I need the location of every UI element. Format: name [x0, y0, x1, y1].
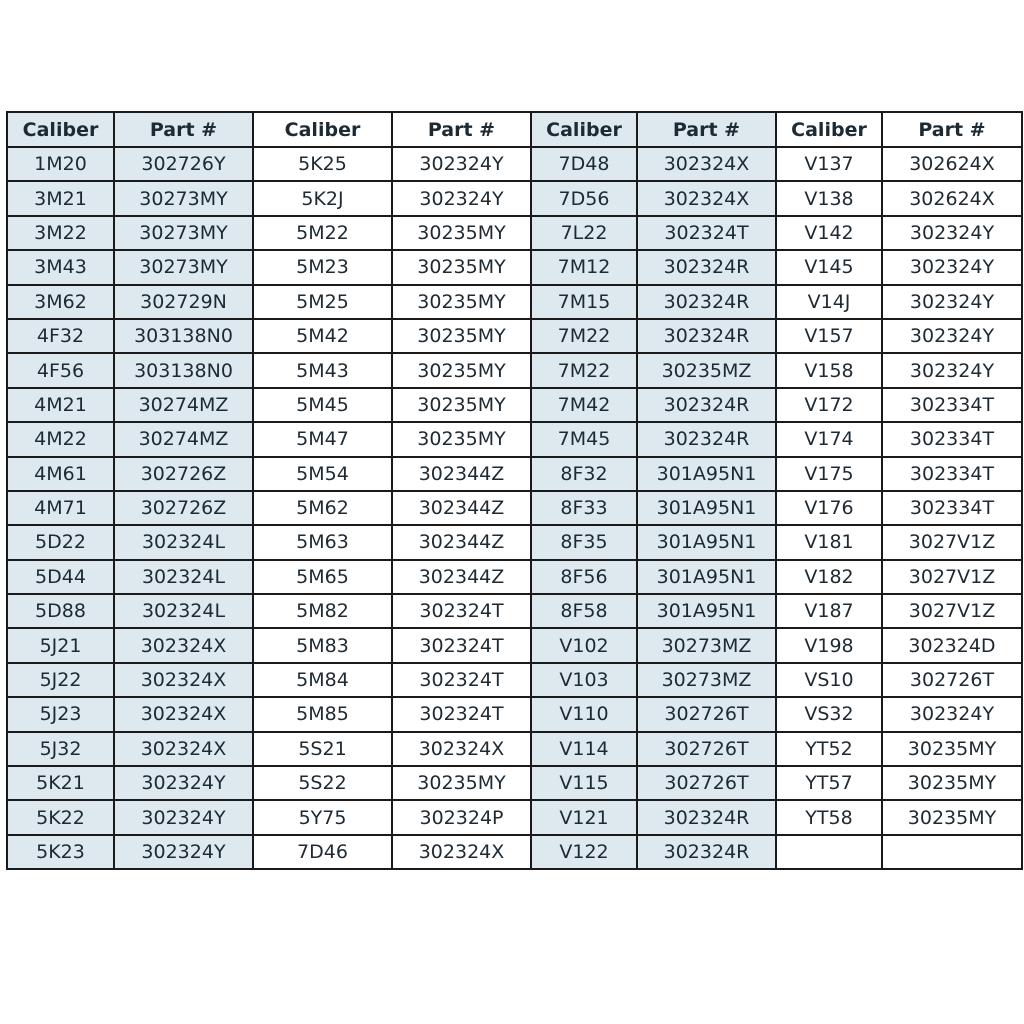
part-number-cell: 302324R: [637, 835, 776, 869]
part-number-cell: 302324Y: [114, 800, 253, 834]
header-row: [7, 112, 1022, 147]
part-number-cell: 302324R: [637, 388, 776, 422]
part-number-cell: 302324R: [637, 422, 776, 456]
part-number-cell: 302324Y: [114, 766, 253, 800]
caliber-cell: V122: [531, 835, 637, 869]
table-row: [7, 319, 1022, 353]
caliber-cell: V142: [776, 216, 882, 250]
part-number-cell: 302324X: [637, 181, 776, 215]
caliber-cell: V14J: [776, 285, 882, 319]
part-number-cell: 302726Z: [114, 457, 253, 491]
caliber-cell: 7M45: [531, 422, 637, 456]
caliber-cell: 5D44: [7, 560, 114, 594]
part-number-cell: 30273MY: [114, 250, 253, 284]
part-number-cell: 302729N: [114, 285, 253, 319]
caliber-cell: V181: [776, 525, 882, 559]
caliber-cell: 4M71: [7, 491, 114, 525]
table-row: [7, 525, 1022, 559]
part-number-cell: 30235MY: [392, 422, 531, 456]
part-number-cell: 302334T: [882, 491, 1022, 525]
caliber-cell: 7M42: [531, 388, 637, 422]
caliber-cell: 5S21: [253, 732, 392, 766]
caliber-cell: 5M54: [253, 457, 392, 491]
caliber-cell: 5M23: [253, 250, 392, 284]
part-number-cell: 30235MY: [392, 250, 531, 284]
part-number-cell: 30235MZ: [637, 353, 776, 387]
part-number-cell: 302344Z: [392, 491, 531, 525]
table-row: [7, 457, 1022, 491]
header-part-number: Part #: [882, 112, 1022, 147]
caliber-cell: 5J23: [7, 697, 114, 731]
part-number-cell: 302324R: [637, 800, 776, 834]
caliber-cell: 5J32: [7, 732, 114, 766]
caliber-cell: 8F32: [531, 457, 637, 491]
caliber-cell: V158: [776, 353, 882, 387]
caliber-cell: 5M43: [253, 353, 392, 387]
table-row: [7, 732, 1022, 766]
part-number-cell: 302324R: [637, 250, 776, 284]
header-part-number: Part #: [392, 112, 531, 147]
caliber-cell: 4F56: [7, 353, 114, 387]
caliber-cell: 5M45: [253, 388, 392, 422]
part-number-cell: 302334T: [882, 457, 1022, 491]
part-number-cell: 302324T: [392, 594, 531, 628]
caliber-cell: 5M65: [253, 560, 392, 594]
part-number-cell: 30235MY: [392, 319, 531, 353]
caliber-cell: 5K2J: [253, 181, 392, 215]
caliber-cell: V121: [531, 800, 637, 834]
part-number-cell: 302324X: [392, 835, 531, 869]
part-number-cell: 302334T: [882, 422, 1022, 456]
table-row: [7, 285, 1022, 319]
caliber-cell: V175: [776, 457, 882, 491]
caliber-cell: V182: [776, 560, 882, 594]
part-number-cell: 302344Z: [392, 457, 531, 491]
part-number-cell: 302324T: [392, 697, 531, 731]
part-number-cell: 30235MY: [392, 766, 531, 800]
caliber-cell: 7D46: [253, 835, 392, 869]
part-number-cell: 30273MZ: [637, 663, 776, 697]
part-number-cell: 302324X: [114, 697, 253, 731]
table-row: [7, 663, 1022, 697]
caliber-cell: 7M12: [531, 250, 637, 284]
part-number-cell: 30235MY: [392, 285, 531, 319]
caliber-cell: 5D88: [7, 594, 114, 628]
caliber-cell: 3M22: [7, 216, 114, 250]
caliber-cell: V172: [776, 388, 882, 422]
part-number-cell: 302324Y: [882, 697, 1022, 731]
caliber-part-table: [6, 111, 1023, 870]
part-number-cell: 302324Y: [882, 353, 1022, 387]
part-number-cell: 30235MY: [882, 766, 1022, 800]
table-row: [7, 766, 1022, 800]
part-number-cell: 302324Y: [114, 835, 253, 869]
caliber-cell: YT58: [776, 800, 882, 834]
part-number-cell: 302324Y: [882, 216, 1022, 250]
caliber-cell: 5D22: [7, 525, 114, 559]
part-number-cell: 302324L: [114, 560, 253, 594]
caliber-cell: 8F58: [531, 594, 637, 628]
part-number-cell: 302726Z: [114, 491, 253, 525]
caliber-cell: 3M21: [7, 181, 114, 215]
part-number-cell: 302324T: [392, 663, 531, 697]
table-row: [7, 250, 1022, 284]
part-number-cell: 302324Y: [392, 147, 531, 181]
caliber-cell: 5K25: [253, 147, 392, 181]
caliber-cell: V198: [776, 628, 882, 662]
part-number-cell: 303138N0: [114, 353, 253, 387]
part-number-cell: 302624X: [882, 147, 1022, 181]
caliber-cell: V138: [776, 181, 882, 215]
caliber-cell: 5K21: [7, 766, 114, 800]
part-number-cell: 302334T: [882, 388, 1022, 422]
caliber-cell: 3M43: [7, 250, 114, 284]
table-row: [7, 422, 1022, 456]
caliber-cell: V176: [776, 491, 882, 525]
header-caliber: Caliber: [7, 112, 114, 147]
part-number-cell: 302344Z: [392, 560, 531, 594]
caliber-cell: VS10: [776, 663, 882, 697]
part-number-cell: 302324Y: [882, 250, 1022, 284]
caliber-cell: 5S22: [253, 766, 392, 800]
caliber-cell: V174: [776, 422, 882, 456]
header-caliber: Caliber: [253, 112, 392, 147]
caliber-cell: 7D56: [531, 181, 637, 215]
part-number-cell: 302324X: [114, 628, 253, 662]
part-number-cell: 30273MY: [114, 216, 253, 250]
part-number-cell: 30235MY: [392, 216, 531, 250]
part-number-cell: 301A95N1: [637, 491, 776, 525]
caliber-cell: V157: [776, 319, 882, 353]
caliber-cell: YT52: [776, 732, 882, 766]
part-number-cell: 303138N0: [114, 319, 253, 353]
caliber-cell: 5M82: [253, 594, 392, 628]
table-row: [7, 697, 1022, 731]
part-number-cell: 302324X: [114, 732, 253, 766]
part-number-cell: 30235MY: [882, 800, 1022, 834]
part-number-cell: 302324Y: [882, 319, 1022, 353]
table-row: [7, 628, 1022, 662]
caliber-cell: V145: [776, 250, 882, 284]
header-caliber: Caliber: [776, 112, 882, 147]
caliber-cell: 5Y75: [253, 800, 392, 834]
part-number-cell: 302726T: [637, 732, 776, 766]
caliber-cell: 5K23: [7, 835, 114, 869]
caliber-cell: 7L22: [531, 216, 637, 250]
table-row: [7, 147, 1022, 181]
caliber-cell: 5M47: [253, 422, 392, 456]
caliber-cell: 3M62: [7, 285, 114, 319]
table-row: [7, 216, 1022, 250]
caliber-cell: 1M20: [7, 147, 114, 181]
table-row: [7, 594, 1022, 628]
caliber-cell: 5M83: [253, 628, 392, 662]
table-row: [7, 388, 1022, 422]
part-number-cell: 30273MY: [114, 181, 253, 215]
caliber-cell: 4F32: [7, 319, 114, 353]
part-number-cell: 302324R: [637, 285, 776, 319]
caliber-cell: 5M84: [253, 663, 392, 697]
table-row: [7, 835, 1022, 869]
part-number-cell: 302324L: [114, 525, 253, 559]
caliber-cell: 7D48: [531, 147, 637, 181]
table-row: [7, 800, 1022, 834]
part-number-cell: 302324P: [392, 800, 531, 834]
part-number-cell: 302324X: [392, 732, 531, 766]
part-number-cell: 30235MY: [392, 388, 531, 422]
caliber-cell: V103: [531, 663, 637, 697]
part-number-cell: 302324Y: [392, 181, 531, 215]
part-number-cell: 30235MY: [392, 353, 531, 387]
caliber-cell: YT57: [776, 766, 882, 800]
part-number-cell: 301A95N1: [637, 457, 776, 491]
caliber-cell: 5M63: [253, 525, 392, 559]
part-number-cell: 302324Y: [882, 285, 1022, 319]
caliber-cell: 7M22: [531, 319, 637, 353]
caliber-part-table-container: [6, 111, 1021, 870]
part-number-cell: 30274MZ: [114, 422, 253, 456]
table-row: [7, 560, 1022, 594]
part-number-cell: 3027V1Z: [882, 525, 1022, 559]
header-part-number: Part #: [114, 112, 253, 147]
part-number-cell: 302324T: [392, 628, 531, 662]
caliber-cell: 5J22: [7, 663, 114, 697]
table-body: [7, 147, 1022, 869]
part-number-cell: 3027V1Z: [882, 560, 1022, 594]
header-part-number: Part #: [637, 112, 776, 147]
caliber-cell: 8F35: [531, 525, 637, 559]
caliber-cell: V110: [531, 697, 637, 731]
part-number-cell: 301A95N1: [637, 560, 776, 594]
table-row: [7, 353, 1022, 387]
caliber-cell: 4M61: [7, 457, 114, 491]
caliber-cell: 7M15: [531, 285, 637, 319]
caliber-cell: 5J21: [7, 628, 114, 662]
header-caliber: Caliber: [531, 112, 637, 147]
part-number-cell: 302344Z: [392, 525, 531, 559]
part-number-cell: 302726T: [637, 766, 776, 800]
caliber-cell: 8F56: [531, 560, 637, 594]
part-number-cell: 302324R: [637, 319, 776, 353]
part-number-cell: 302324D: [882, 628, 1022, 662]
part-number-cell: 30273MZ: [637, 628, 776, 662]
table-row: [7, 181, 1022, 215]
table-row: [7, 491, 1022, 525]
caliber-cell: 4M21: [7, 388, 114, 422]
caliber-cell: 5M85: [253, 697, 392, 731]
part-number-cell: 302726T: [637, 697, 776, 731]
part-number-cell: 302624X: [882, 181, 1022, 215]
part-number-cell: 301A95N1: [637, 594, 776, 628]
part-number-cell: 302726T: [882, 663, 1022, 697]
caliber-cell: V115: [531, 766, 637, 800]
part-number-cell: [882, 835, 1022, 869]
caliber-cell: [776, 835, 882, 869]
part-number-cell: 302324X: [637, 147, 776, 181]
part-number-cell: 302726Y: [114, 147, 253, 181]
caliber-cell: V102: [531, 628, 637, 662]
caliber-cell: VS32: [776, 697, 882, 731]
caliber-cell: V187: [776, 594, 882, 628]
part-number-cell: 302324L: [114, 594, 253, 628]
caliber-cell: 5M42: [253, 319, 392, 353]
caliber-cell: 5M25: [253, 285, 392, 319]
part-number-cell: 302324T: [637, 216, 776, 250]
caliber-cell: V114: [531, 732, 637, 766]
caliber-cell: 5M62: [253, 491, 392, 525]
caliber-cell: 4M22: [7, 422, 114, 456]
caliber-cell: 5K22: [7, 800, 114, 834]
part-number-cell: 3027V1Z: [882, 594, 1022, 628]
part-number-cell: 302324X: [114, 663, 253, 697]
caliber-cell: 8F33: [531, 491, 637, 525]
caliber-cell: 7M22: [531, 353, 637, 387]
caliber-cell: V137: [776, 147, 882, 181]
part-number-cell: 301A95N1: [637, 525, 776, 559]
part-number-cell: 30274MZ: [114, 388, 253, 422]
caliber-cell: 5M22: [253, 216, 392, 250]
part-number-cell: 30235MY: [882, 732, 1022, 766]
